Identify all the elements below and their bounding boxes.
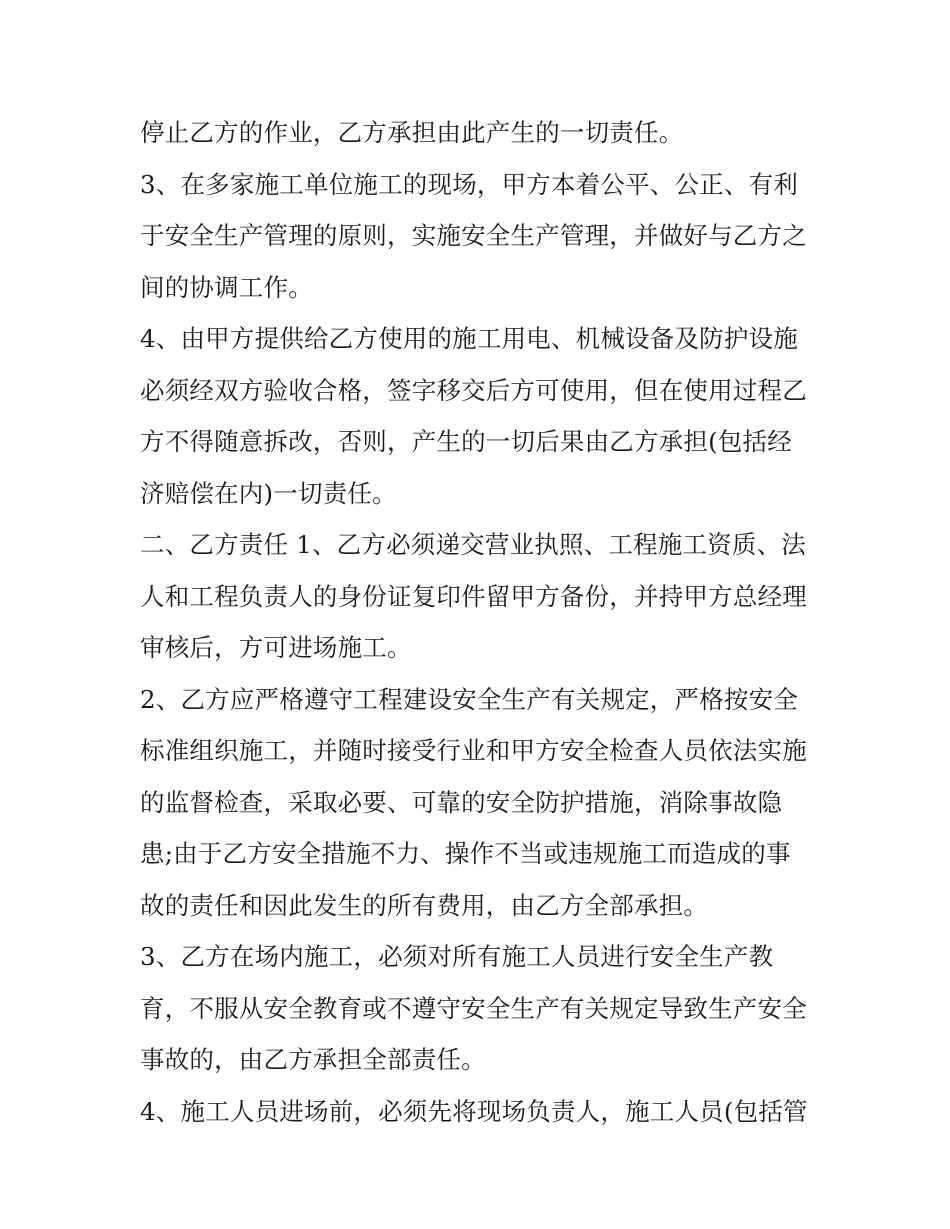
text-line: 事故的，由乙方承担全部责任。 [140,1045,486,1074]
text-line: 2、乙方应严格遵守工程建设安全生产有关规定，严格按安全 [140,684,798,714]
text-line: 济赔偿在内)一切责任。 [140,478,397,508]
text-line: 标准组织施工，并随时接受行业和甲方安全检查人员依法实施 [140,736,807,765]
text-line: 故的责任和因此发生的所有费用，由乙方全部承担。 [140,890,709,920]
text-line: 4、施工人员进场前，必须先将现场负责人，施工人员(包括管 [140,1096,808,1126]
text-line: 于安全生产管理的原则，实施安全生产管理，并做好与乙方之 [140,221,807,250]
text-line: 患;由于乙方安全措施不力、操作不当或违规施工而造成的事 [140,839,791,868]
text-line: 3、在多家施工单位施工的现场，甲方本着公平、公正、有利 [140,169,798,199]
text-line: 间的协调工作。 [140,272,313,302]
text-line: 3、乙方在场内施工，必须对所有施工人员进行安全生产教 [140,942,774,971]
text-line: 方不得随意拆改，否则，产生的一切后果由乙方承担(包括经 [140,427,792,456]
document-body [140,107,820,1137]
text-line: 人和工程负责人的身份证复印件留甲方备份，并持甲方总经理 [140,581,807,611]
text-line: 必须经双方验收合格，签字移交后方可使用，但在使用过程乙 [140,375,807,405]
text-line: 育，不服从安全教育或不遵守安全生产有关规定导致生产安全 [140,993,807,1023]
text-line: 4、由甲方提供给乙方使用的施工用电、机械设备及防护设施 [140,324,798,353]
text-line: 审核后，方可进场施工。 [140,633,412,662]
text-line: 的监督检查，采取必要、可靠的安全防护措施，消除事故隐 [140,787,783,817]
text-line: 二、乙方责任 1、乙方必须递交营业执照、工程施工资质、法 [140,530,806,559]
text-line: 停止乙方的作业，乙方承担由此产生的一切责任。 [140,118,684,147]
